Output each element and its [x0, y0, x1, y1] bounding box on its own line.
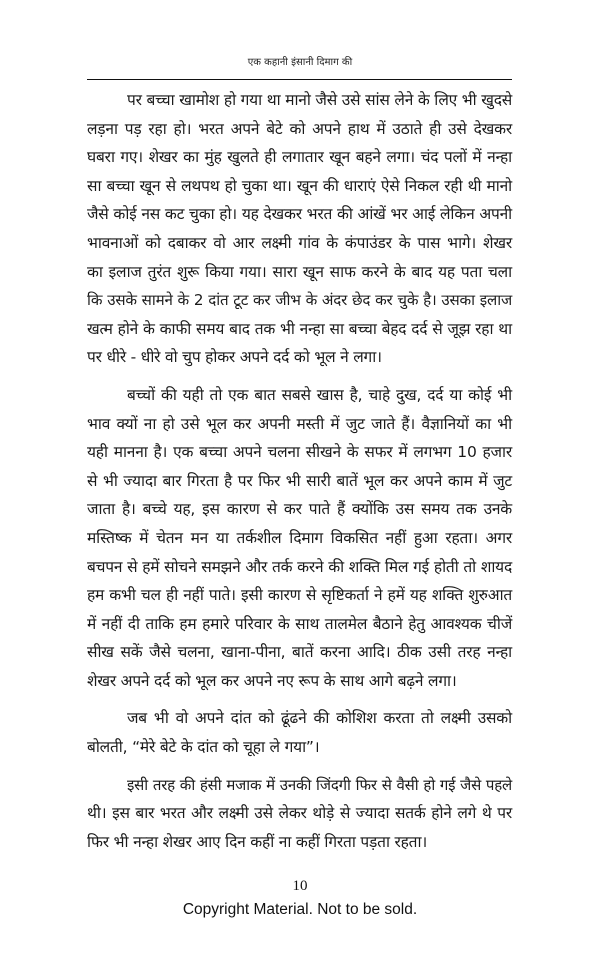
text-line: लड़ना पड़ रहा हो। भरत अपने बेटे को अपने हाथ में उठाते ही उसे देखकर	[87, 119, 512, 138]
text-line: जब भी वो अपने दांत को ढूंढने की कोशिश करता तो लक्ष्मी उसको	[127, 709, 512, 728]
paragraph	[87, 771, 512, 857]
text-line: खत्म होने के काफी समय बाद तक भी नन्हा सा बच्चा बेहद दर्द से जूझ रहा था	[87, 319, 512, 338]
text-line: सीख सकें जैसे चलना, खाना-पीना, बातें करना आदि। ठीक उसी तरह नन्हा	[87, 643, 512, 662]
text-line: से भी ज्यादा बार गिरता है पर फिर भी सारी बातें भूल कर अपने काम में जुट	[87, 471, 512, 490]
paragraph	[87, 86, 512, 372]
text-line: भाव क्यों ना हो उसे भूल कर अपनी मस्ती में जुट जाते हैं। वैज्ञानियों का भी	[87, 414, 512, 433]
text-line: मस्तिष्क में चेतन मन या तर्कशील दिमाग विकसित नहीं हुआ रहता। अगर	[87, 528, 512, 547]
text-line: थी। इस बार भरत और लक्ष्मी उसे लेकर थोड़े से ज्यादा सतर्क होने लगे थे पर	[87, 804, 512, 823]
text-line: घबरा गए। शेखर का मुंह खुलते ही लगातार खून बहने लगा। चंद पलों में नन्हा	[87, 148, 512, 167]
page-number: 10	[292, 878, 308, 894]
text-line: सा बच्चा खून से लथपथ हो चुका था। खून की धाराएं ऐसे निकल रही थी मानो	[87, 176, 512, 195]
paragraph	[87, 381, 512, 696]
text-line: इसी तरह की हंसी मजाक में उनकी जिंदगी फिर से वैसी हो गई जैसे पहले	[127, 775, 512, 794]
copyright-notice: Copyright Material. Not to be sold.	[182, 901, 418, 918]
paragraph	[87, 704, 512, 761]
text-line: बचपन से हमें सोचने समझने और तर्क करने की शक्ति मिल गई होती तो शायद	[87, 557, 512, 576]
text-line: कि उसके सामने के 2 दांत टूट कर जीभ के अंदर छेद कर चुके है। उसका इलाज	[87, 291, 512, 310]
text-line: फिर भी नन्हा शेखर आए दिन कहीं ना कहीं गिरता पड़ता रहता।	[87, 832, 427, 851]
body-text	[87, 86, 512, 856]
text-line: जाता है। बच्चे यह, इस कारण से कर पाते हैं क्योंकि उस समय तक उनके	[87, 500, 512, 519]
text-line: भावनाओं को दबाकर वो आर लक्ष्मी गांव के कंपाउंडर के पास भागे। शेखर	[87, 233, 512, 252]
text-line: बोलती, “मेरे बेटे के दांत को चूहा ले गया”।	[87, 738, 320, 757]
text-line: शेखर अपने दर्द को भूल कर अपने नए रूप के साथ आगे बढ़ने लगा।	[87, 671, 457, 690]
running-header: एक कहानी इंसानी दिमाग की	[247, 57, 353, 68]
text-line: पर बच्चा खामोश हो गया था मानो जैसे उसे सांस लेने के लिए भी खुदसे	[127, 91, 512, 109]
text-line: पर धीरे - धीरे वो चुप होकर अपने दर्द को भूल ने लगा।	[87, 348, 382, 367]
text-line: में नहीं दी ताकि हम हमारे परिवार के साथ तालमेल बैठाने हेतु आवश्यक चीजें	[87, 614, 512, 633]
text-line: जैसे कोई नस कट चुका हो। यह देखकर भरत की आंखें भर आई लेकिन अपनी	[87, 205, 512, 224]
text-line: बच्चों की यही तो एक बात सबसे खास है, चाहे दुख, दर्द या कोई भी	[127, 385, 512, 404]
header-rule	[87, 79, 512, 80]
text-line: का इलाज तुरंत शुरू किया गया। सारा खून साफ करने के बाद यह पता चला	[87, 262, 512, 281]
text-line: हम कभी चल ही नहीं पाते। इसी कारण से सृष्टिकर्ता ने हमें यह शक्ति शुरुआत	[87, 586, 512, 605]
text-line: यही मानना है। एक बच्चा अपने चलना सीखने के सफर में लगभग 10 हजार	[87, 443, 512, 462]
